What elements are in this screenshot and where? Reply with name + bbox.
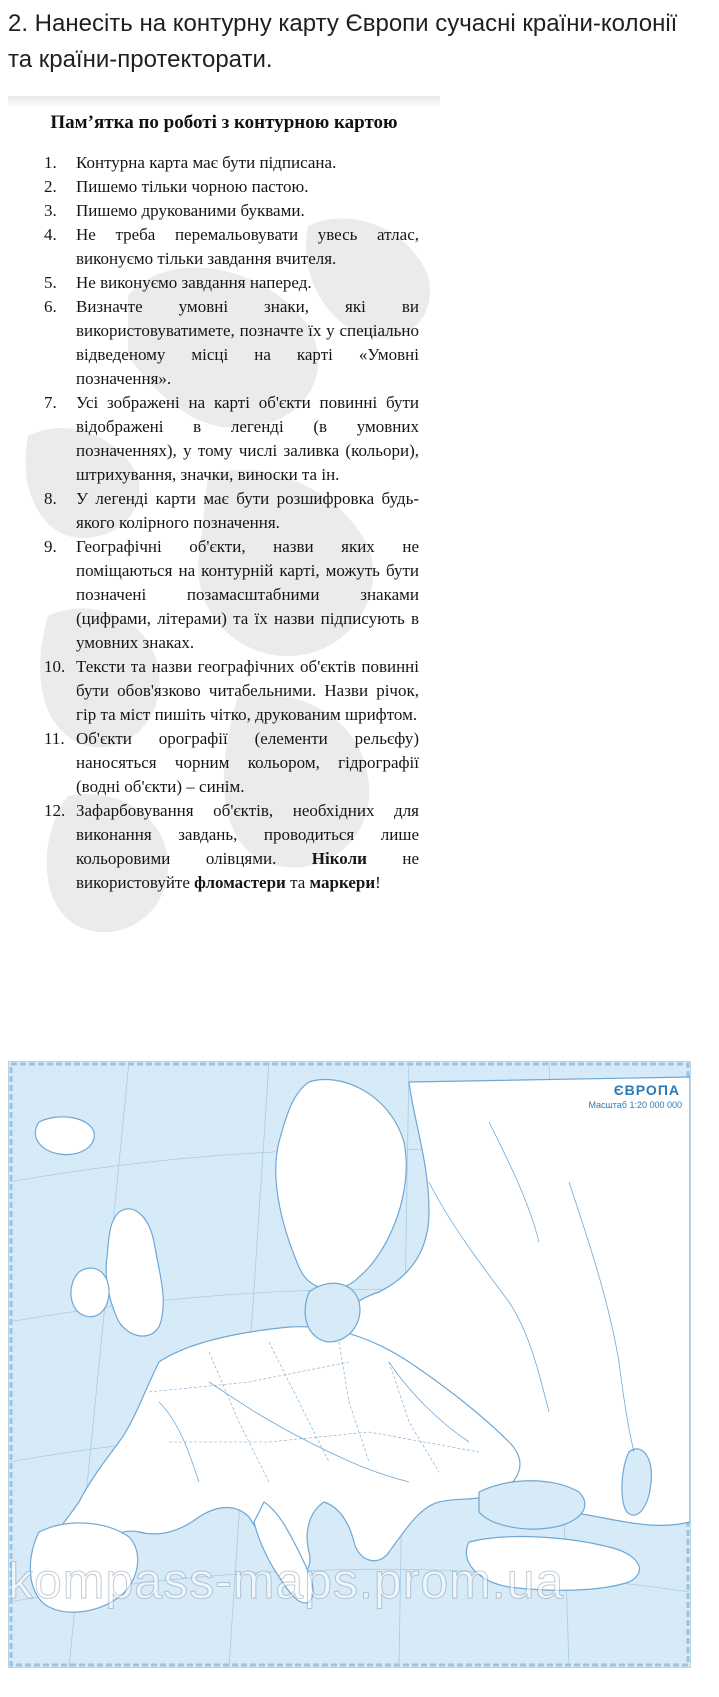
memo-item — [44, 223, 419, 271]
memo-item-text: Усі зображені на карті об'єкти повинні бути відображені в легенді (в умовних позначеннях), у тому числі заливка (кольори), штрихування, значки, виноски та ін. — [76, 393, 419, 484]
memo-item — [44, 295, 419, 391]
memo-item-number: 11. — [44, 729, 65, 748]
memo-item-text: Визначте умовні знаки, які ви використовуватимете, позначте їх у спеціально відведеному місці на карті «Умовні позначення». — [76, 297, 419, 388]
memo-item — [44, 199, 419, 223]
watermark: kompass-maps.prom.ua — [8, 1553, 565, 1609]
memo-item-number: 4. — [44, 225, 57, 244]
memo-item-number: 8. — [44, 489, 57, 508]
memo-item — [44, 175, 419, 199]
memo-item-text: Не виконуємо завдання наперед. — [76, 273, 312, 292]
memo-item — [44, 727, 419, 799]
memo-card — [8, 96, 440, 1001]
memo-item-text-cont: та — [285, 873, 310, 892]
memo-item-number: 10. — [44, 657, 66, 676]
memo-item-text: Пишемо друкованими буквами. — [76, 201, 305, 220]
memo-item — [44, 271, 419, 295]
memo-item-number: 12. — [44, 801, 66, 820]
memo-item-number: 1. — [44, 153, 57, 172]
memo-item-text: Пишемо тільки чорною пастою. — [76, 177, 309, 196]
memo-bold-markers: фломастери — [194, 873, 286, 892]
memo-list — [44, 151, 419, 895]
memo-item-text: Не треба перемальовувати увесь атлас, виконуємо тільки завдання вчителя. — [76, 225, 419, 268]
memo-item — [44, 151, 419, 175]
memo-item — [44, 799, 419, 895]
map-scale: Масштаб 1:20 000 000 — [588, 1100, 682, 1110]
memo-item — [44, 655, 419, 727]
memo-item-text-cont: не використовуйте — [76, 849, 419, 892]
memo-bold-never: Ніколи — [311, 849, 367, 868]
map-title: ЄВРОПА — [613, 1082, 680, 1098]
memo-item-text: У легенді карти має бути розшифровка будь-якого колірного позначення. — [76, 489, 419, 532]
memo-item-number: 3. — [44, 201, 57, 220]
memo-item-number: 6. — [44, 297, 57, 316]
memo-item-text: Контурна карта має бути підписана. — [76, 153, 337, 172]
memo-item-text: Тексти та назви географічних об'єктів повинні бути обов'язково читабельними. Назви річок, гір та міст пишіть чітко, друкованим шрифтом. — [76, 657, 419, 724]
memo-title: Пам’ятка по роботі з контурною картою — [50, 112, 398, 133]
memo-bold-highlighters: маркери — [309, 873, 376, 892]
memo-item-text: Об'єкти орографії (елементи рельєфу) наносяться чорним кольором, гідрографії (водні об'єкти) – синім. — [76, 729, 419, 796]
memo-item-number: 5. — [44, 273, 57, 292]
memo-item-number: 9. — [44, 537, 57, 556]
memo-item-text-end: ! — [375, 873, 381, 892]
memo-item-number: 2. — [44, 177, 57, 196]
memo-item — [44, 487, 419, 535]
memo-item — [44, 535, 419, 655]
memo-item-text: Зафарбовування об'єктів, необхідних для виконання завдань, проводиться лише кольоровими олівцями. — [76, 801, 419, 868]
memo-item-number: 7. — [44, 393, 57, 412]
task-text: 2. Нанесіть на контурну карту Європи сучасні країни-колонії та країни-протекторати. — [8, 10, 678, 73]
memo-item-text: Географічні об'єкти, назви яких не поміщаються на контурній карті, можуть бути позначені позамасштабними знаками (цифрами, літерами) та їх назви підписують в умовних знаках. — [76, 537, 419, 652]
memo-item — [44, 391, 419, 487]
